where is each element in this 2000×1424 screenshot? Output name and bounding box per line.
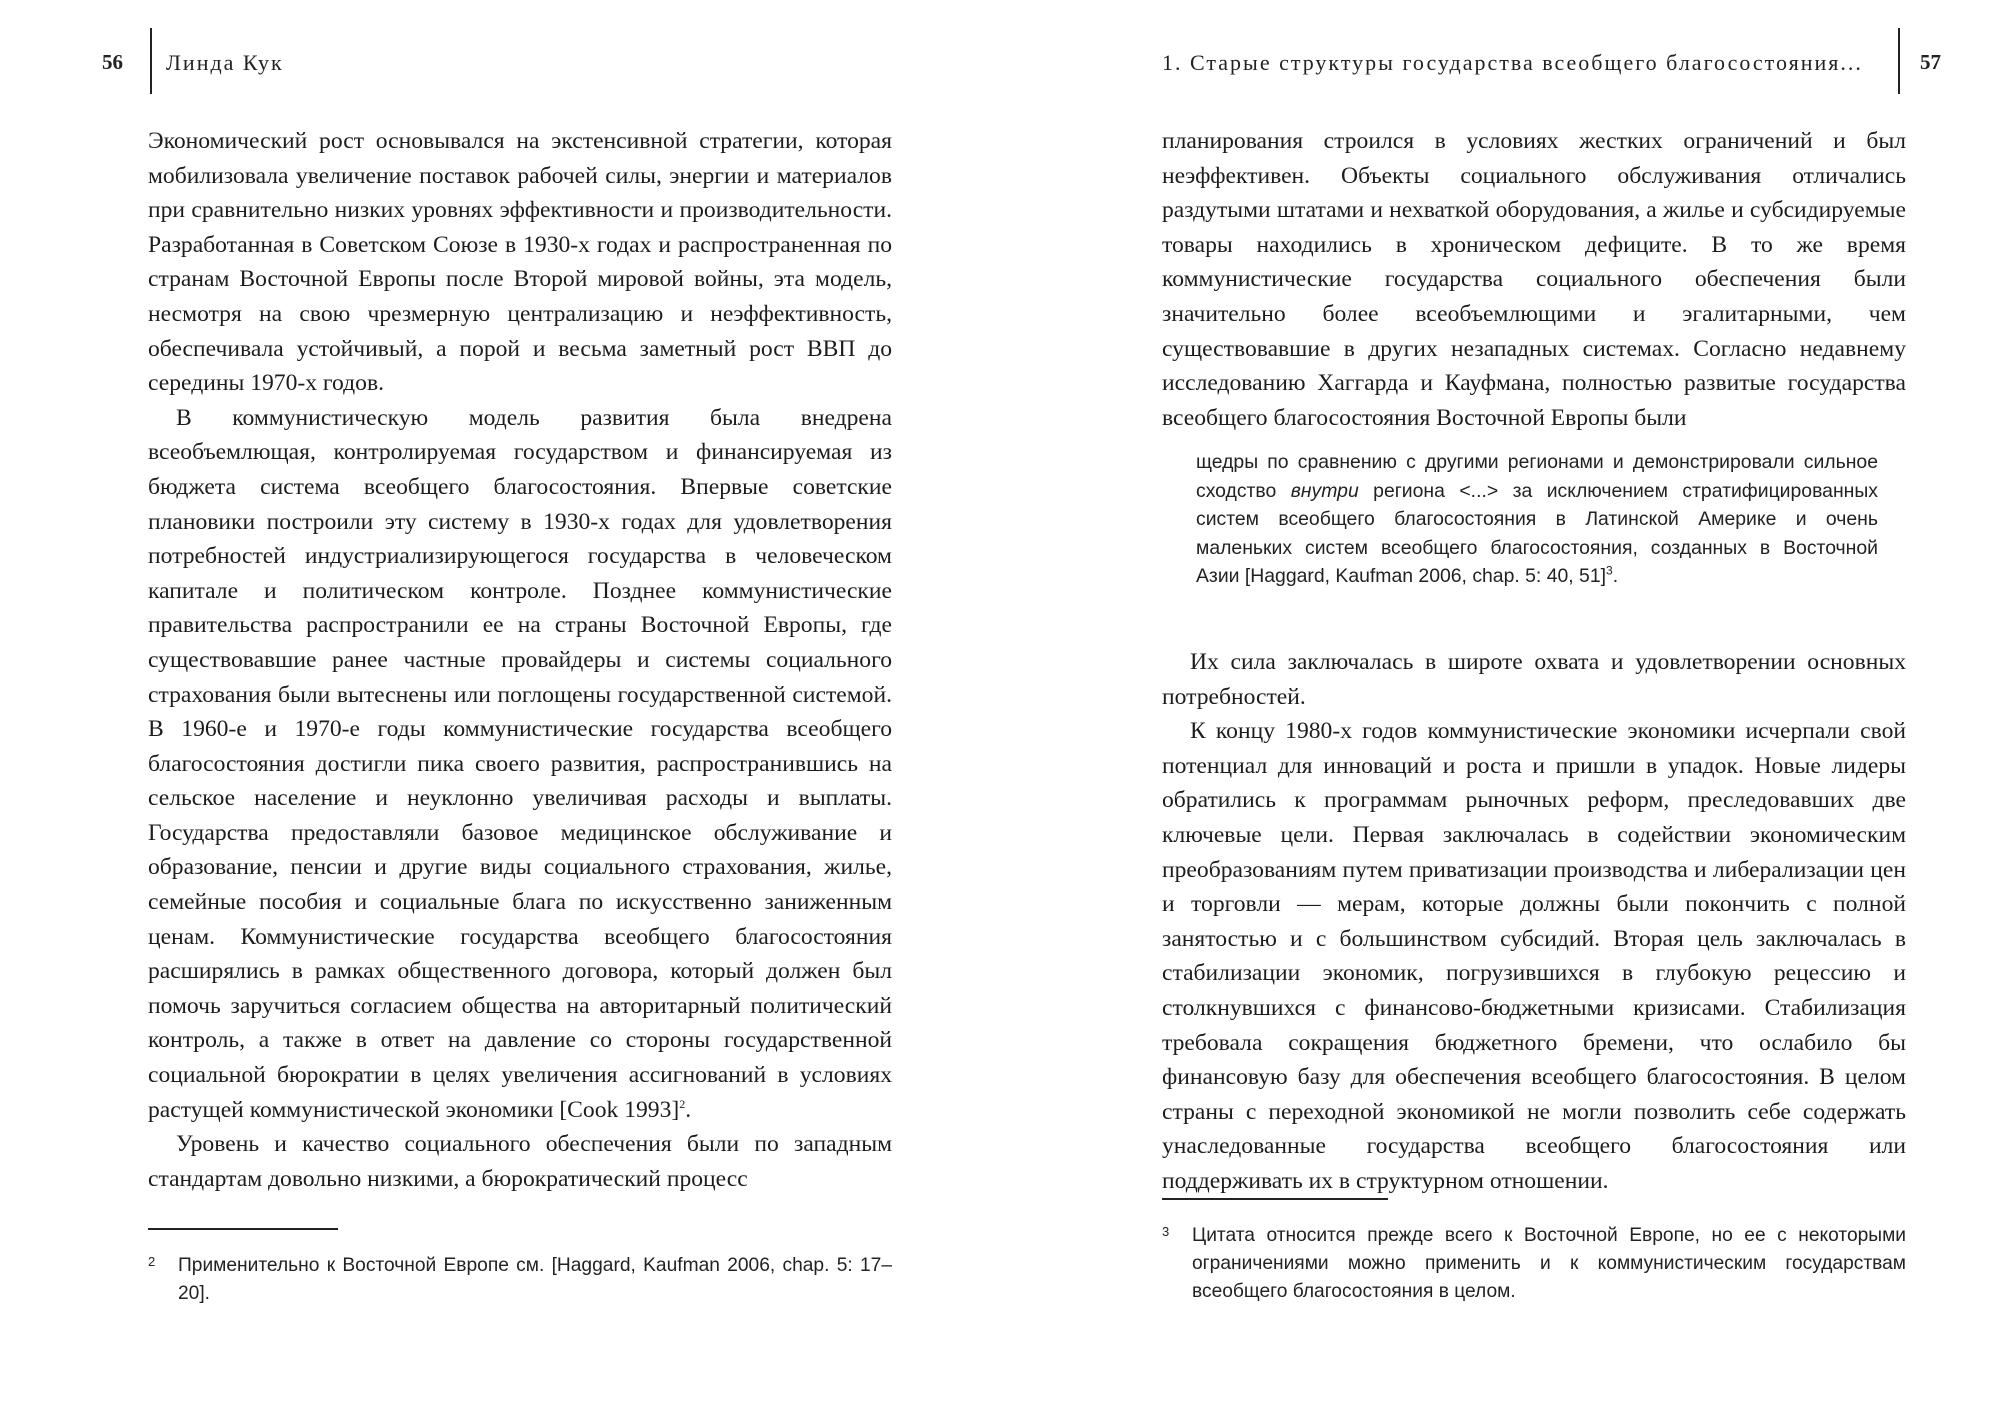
footnote: [148, 1252, 892, 1308]
footnote: [1162, 1222, 1906, 1306]
paragraph: В коммунистическую модель развития была внедрена всеобъемлющая, контролируемая государством и финансируемая из бюджета система всеобщего благосостояния. Впервые советские плановики построили эту систему в 1930-х годах для удовлетворения потребностей индустриализирующегося государства в человеческом капитале и политическом контроле. Позднее коммунистические правительства распространили ее на страны Восточной Европы, где существовавшие ранее частные провайдеры и системы социального страхования были вытеснены или поглощены государственной системой. В 1960-е и 1970-е годы коммунистические государства всеобщего благосостояния достигли пика своего развития, распространившись на сельское население и неуклонно увеличивая расходы и выплаты. Государства предоставляли базовое медицинское обслуживание и образование, пенсии и другие виды социального страхования, жилье, семейные пособия и социальные блага по искусственно заниженным ценам. Коммунистические государства всеобщего благосостояния расширялись в рамках общественного договора, который должен был помочь заручиться согласием общества на авторитарный политический контроль, а также в ответ на давление со стороны государственной социальной бюрократии в целях увеличения ассигнований в условиях растущей коммунистической экономики [Cook 1993]$^2$.: [148, 404, 892, 1123]
footnote-mark: 2: [148, 1254, 156, 1269]
footnote-separator: [148, 1228, 338, 1230]
running-head-author: Линда Кук: [166, 50, 284, 75]
paragraph: Экономический рост основывался на экстенсивной стратегии, которая мобилизовала увеличение поставок рабочей силы, энергии и материалов при сравнительно низких уровнях эффективности и производительности. Разработанная в Советском Союзе в 1930-х годах и распространенная по странам Восточной Европы после Второй мировой войны, эта модель, несмотря на свою чрезмерную централизацию и неэффективность, обеспечивала устойчивый, а порой и весьма заметный рост ВВП до середины 1970-х годов.: [148, 128, 892, 397]
block-quote: щедры по сравнению с другими регионами и демонстрировали сильное сходство внутри региона <...> за исключением стратифицированных систем всеобщего благосостояния в Латинской Америке и очень маленьких систем всеобщего благосостояния, созданных в Восточной Азии [Haggard, Kaufman 2006, chap. 5: 40, 51]$^3$.: [1196, 451, 1878, 588]
left-body-text: [148, 124, 892, 1196]
right-body-text-top: [1162, 124, 1906, 435]
footnote-mark: 3: [1162, 1224, 1170, 1239]
footnote-text: Цитата относится прежде всего к Восточной Европе, но ее с некоторыми ограничениями можно применить и к коммунистическим государствам всеобщего благосостояния в целом.: [1192, 1225, 1906, 1302]
footnote-reference: 3: [1606, 563, 1613, 578]
right-body-text-bottom: [1162, 645, 1906, 1199]
header-divider: [1898, 28, 1900, 94]
paragraph: планирования строился в условиях жестких ограничений и был неэффективен. Объекты социального обслуживания отличались раздутыми штатами и нехваткой оборудования, а жилье и субсидируемые товары находились в хроническом дефиците. В то же время коммунистические государства социального обеспечения были значительно более всеобъемлющими и эгалитарными, чем существовавшие в других незападных системах. Согласно недавнему исследованию Хаггарда и Кауфмана, полностью развитые государства всеобщего благосостояния Восточной Европы были: [1162, 128, 1906, 431]
paragraph: Уровень и качество социального обеспечения были по западным стандартам довольно низкими, а бюрократический процесс: [148, 1131, 892, 1192]
footnote-separator: [1162, 1198, 1388, 1200]
page-number: 56: [102, 50, 123, 74]
left-page-header: [102, 44, 902, 88]
right-page: [1000, 0, 2000, 1424]
italic-emphasis: внутри: [1290, 479, 1359, 502]
running-head-chapter: 1. Старые структуры государства всеобщего благосостояния...: [1162, 50, 1863, 75]
right-page-header: [1162, 44, 1962, 88]
paragraph: Их сила заключалась в широте охвата и удовлетворении основных потребностей.: [1162, 649, 1906, 710]
header-divider: [150, 28, 152, 94]
paragraph: К концу 1980-х годов коммунистические экономики исчерпали свой потенциал для инноваций и роста и пришли в упадок. Новые лидеры обратились к программам рыночных реформ, преследовавших две ключевые цели. Первая заключалась в содействии экономическим преобразованиям путем приватизации производства и либерализации цен и торговли — мерам, которые должны были покончить с полной занятостью и с большинством субсидий. Вторая цель заключалась в стабилизации экономик, погрузившихся в глубокую рецессию и столкнувшихся с финансово-бюджетными кризисами. Стабилизация требовала сокращения бюджетного бремени, что ослабило бы финансовую базу для обеспечения всеобщего благосостояния. В целом страны с переходной экономикой не могли позволить себе содержать унаследованные государства всеобщего благосостояния или поддерживать их в структурном отношении.: [1162, 718, 1906, 1194]
footnote-text: Применительно к Восточной Европе см. [Haggard, Kaufman 2006, chap. 5: 17–20].: [178, 1255, 892, 1304]
page-number: 57: [1920, 50, 1941, 74]
footnote-reference: 2: [679, 1096, 686, 1111]
